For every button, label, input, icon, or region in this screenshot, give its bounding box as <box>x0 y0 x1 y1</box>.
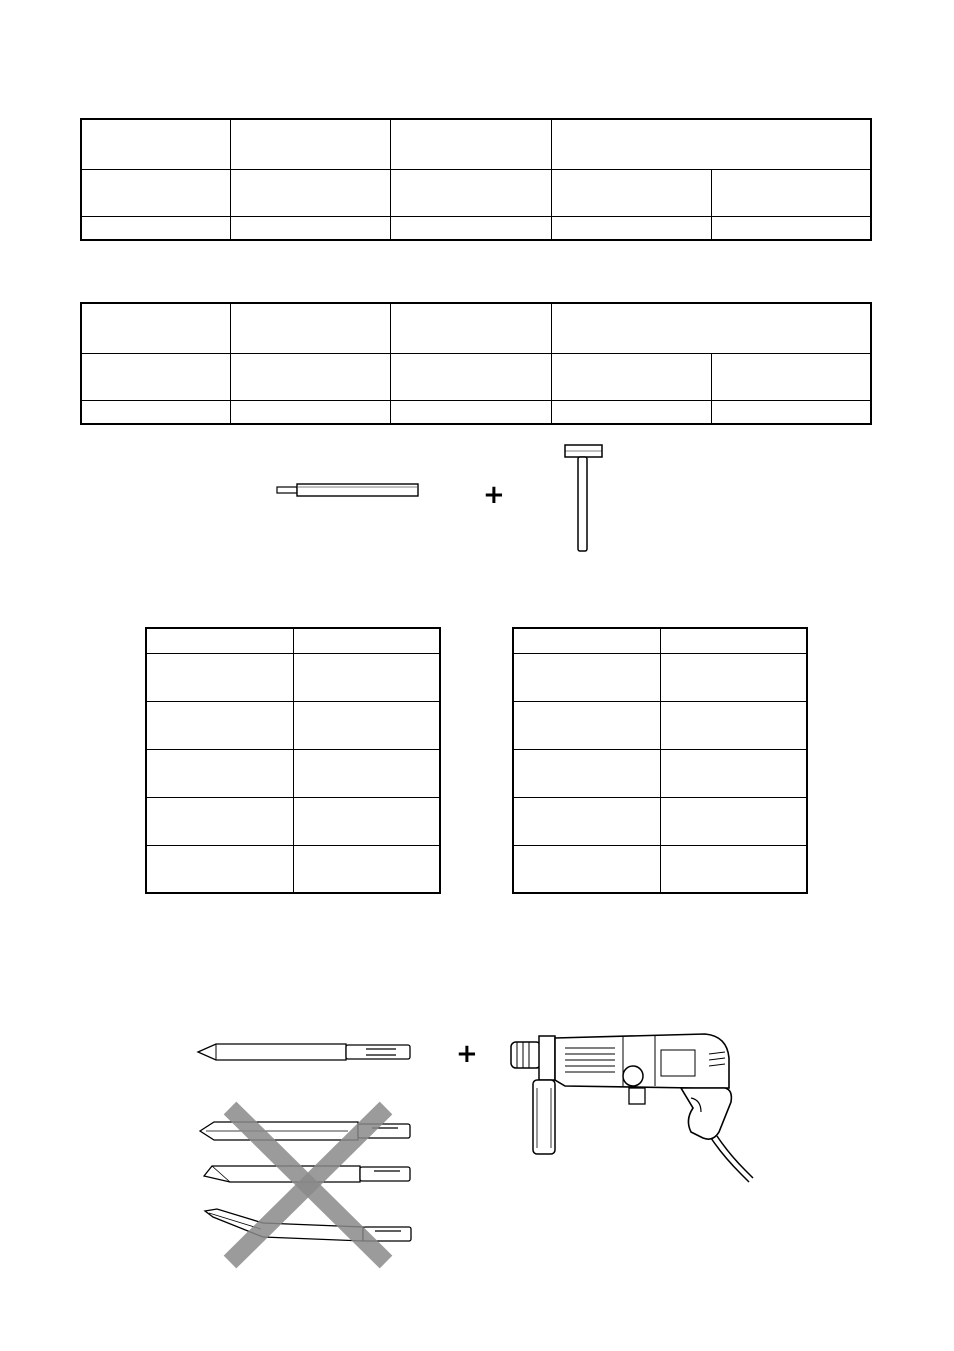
table-cell <box>81 119 230 169</box>
table-cell <box>146 749 293 797</box>
table-cell <box>146 797 293 845</box>
table-cell <box>81 353 230 400</box>
table-cell <box>513 845 660 893</box>
table-cell <box>293 749 440 797</box>
table-cell <box>81 216 230 240</box>
table-cell <box>293 628 440 653</box>
table-cell <box>551 216 711 240</box>
table-cell <box>551 303 871 353</box>
table-cell <box>513 653 660 701</box>
table-cell <box>711 169 871 216</box>
table-cell <box>230 353 390 400</box>
table-cell <box>230 216 390 240</box>
right-table <box>512 627 808 894</box>
table-cell <box>390 353 551 400</box>
pin-tool-icon <box>276 482 422 498</box>
table-cell <box>513 701 660 749</box>
table-cell <box>390 169 551 216</box>
table-cell <box>660 628 807 653</box>
table-cell <box>513 628 660 653</box>
table-cell <box>146 845 293 893</box>
table-cell <box>293 797 440 845</box>
table-cell <box>551 169 711 216</box>
table-cell <box>711 353 871 400</box>
table-cell <box>660 845 807 893</box>
plus-sign: + <box>456 1039 478 1069</box>
spec-table-1 <box>80 118 872 241</box>
table-cell <box>390 400 551 424</box>
table-cell <box>293 845 440 893</box>
bull-point-bit-icon <box>196 1040 416 1064</box>
rotary-hammer-drill-icon <box>505 1028 755 1188</box>
table-cell <box>513 797 660 845</box>
table-cell <box>711 400 871 424</box>
spec-table-2 <box>80 302 872 425</box>
table-cell <box>660 797 807 845</box>
table-cell <box>293 653 440 701</box>
cross-out-mark-icon <box>220 1100 396 1270</box>
table-cell <box>81 169 230 216</box>
table-cell <box>660 749 807 797</box>
table-cell <box>146 653 293 701</box>
table-cell <box>390 216 551 240</box>
table-cell <box>660 701 807 749</box>
hammer-icon <box>562 443 606 555</box>
table-cell <box>551 400 711 424</box>
table-cell <box>390 303 551 353</box>
table-cell <box>81 400 230 424</box>
table-cell <box>711 216 871 240</box>
table-cell <box>146 701 293 749</box>
plus-sign: + <box>483 480 505 510</box>
table-cell <box>660 653 807 701</box>
table-cell <box>230 303 390 353</box>
table-cell <box>146 628 293 653</box>
left-table <box>145 627 441 894</box>
table-cell <box>551 119 871 169</box>
table-cell <box>230 119 390 169</box>
table-cell <box>230 169 390 216</box>
table-cell <box>513 749 660 797</box>
table-cell <box>551 353 711 400</box>
table-cell <box>293 701 440 749</box>
table-cell <box>390 119 551 169</box>
table-cell <box>230 400 390 424</box>
table-cell <box>81 303 230 353</box>
